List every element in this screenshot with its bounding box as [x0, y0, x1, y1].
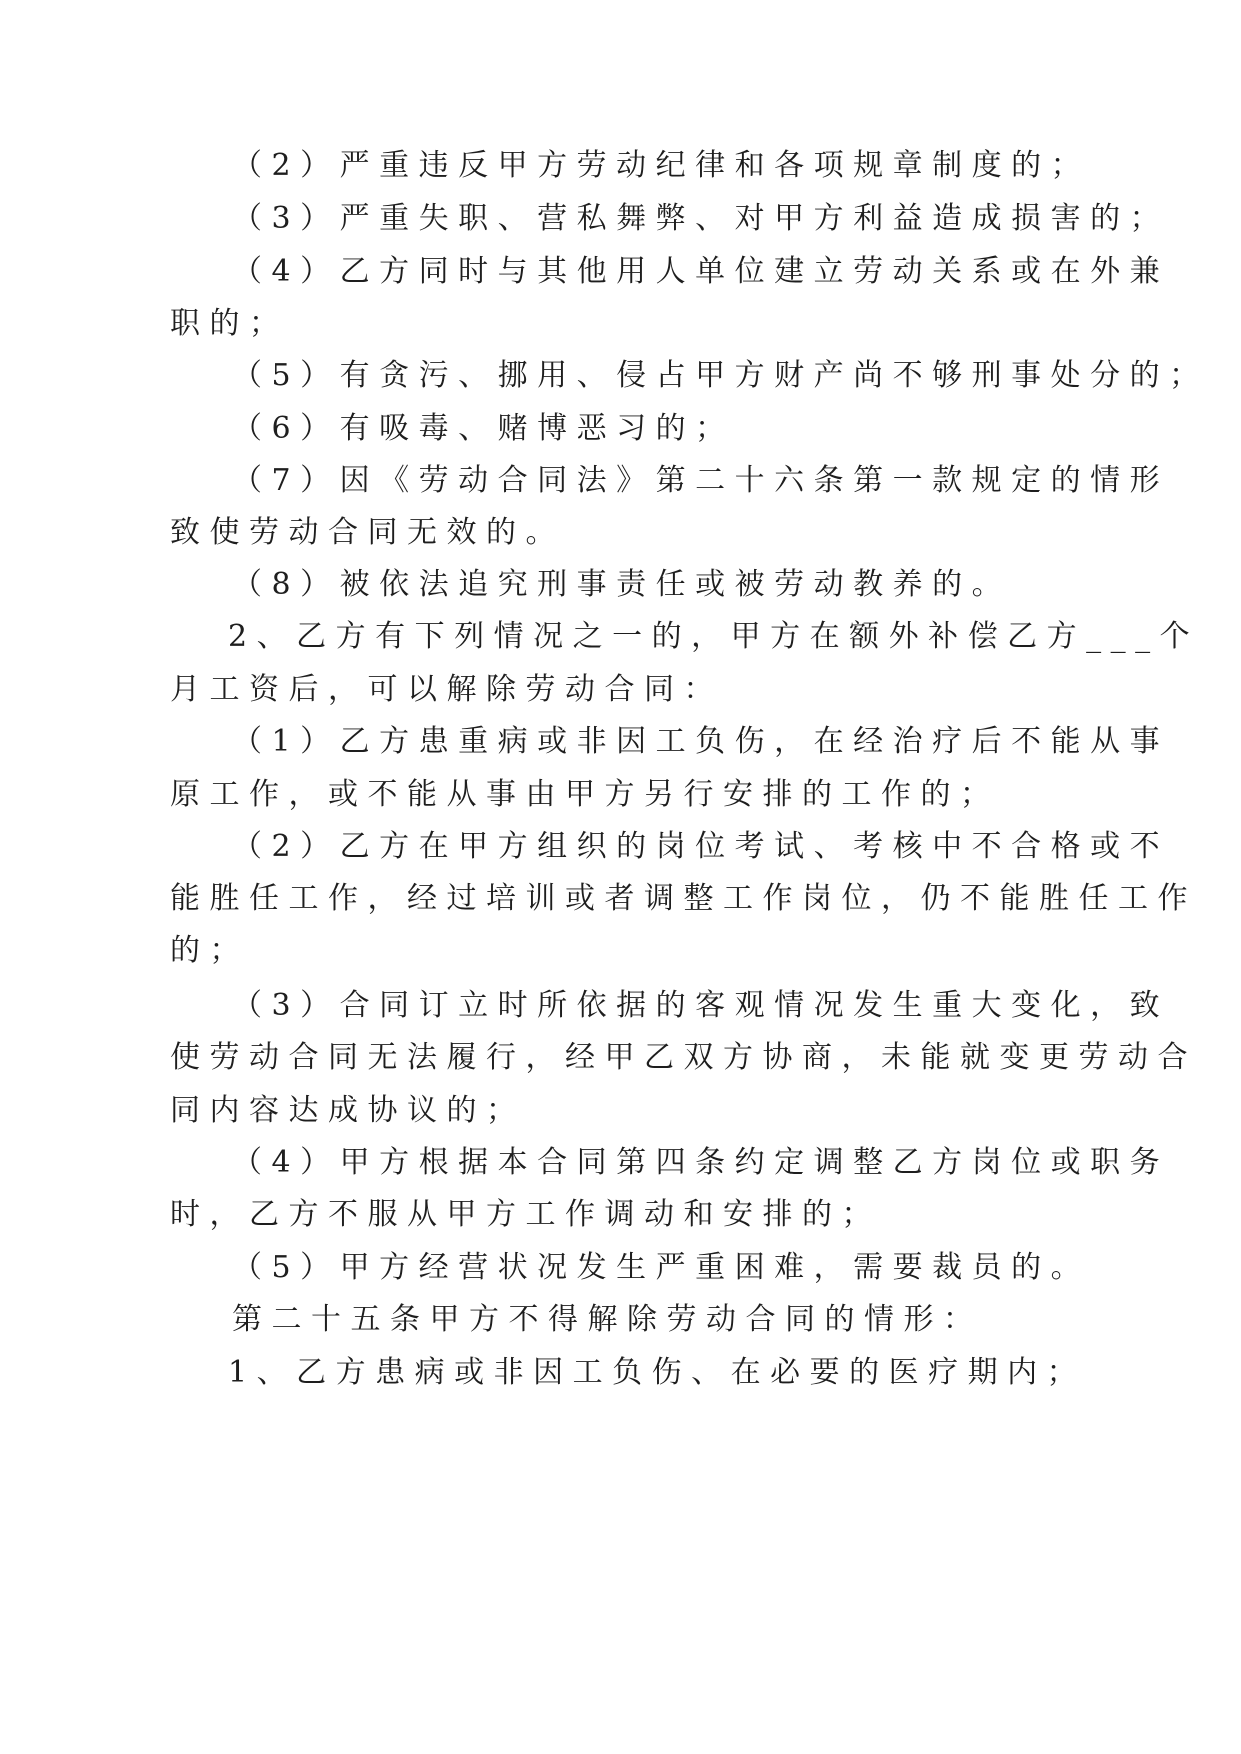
text-line: （4）甲方根据本合同第四条约定调整乙方岗位或职务 [232, 1145, 1170, 1180]
text-line: 同内容达成协议的； [170, 1093, 526, 1128]
text-line: 月工资后，可以解除劳动合同： [170, 672, 723, 707]
text-line: 致使劳动合同无效的。 [170, 515, 565, 550]
text-line: 能胜任工作，经过培训或者调整工作岗位，仍不能胜任工作 [170, 881, 1197, 916]
text-line: 第二十五条甲方不得解除劳动合同的情形： [232, 1302, 983, 1337]
text-line: （7）因《劳动合同法》第二十六条第一款规定的情形 [232, 463, 1170, 498]
text-line: （6）有吸毒、赌博恶习的； [232, 411, 735, 446]
text-line: （5）有贪污、挪用、侵占甲方财产尚不够刑事处分的； [232, 358, 1209, 393]
text-line: 的； [170, 933, 249, 968]
text-line: （8）被依法追究刑事责任或被劳动教养的。 [232, 567, 1012, 602]
text-line: 时，乙方不服从甲方工作调动和安排的； [170, 1197, 881, 1232]
text-line: （4）乙方同时与其他用人单位建立劳动关系或在外兼 [232, 254, 1170, 289]
text-line: （3）严重失职、营私舞弊、对甲方利益造成损害的； [232, 201, 1170, 236]
text-line: （3）合同订立时所依据的客观情况发生重大变化，致 [232, 988, 1170, 1023]
text-line: （2）严重违反甲方劳动纪律和各项规章制度的； [232, 148, 1091, 183]
text-line: （2）乙方在甲方组织的岗位考试、考核中不合格或不 [232, 829, 1170, 864]
text-line: （1）乙方患重病或非因工负伤，在经治疗后不能从事 [232, 724, 1170, 759]
text-line: 使劳动合同无法履行，经甲乙双方协商，未能就变更劳动合 [170, 1040, 1197, 1075]
text-line: 1、乙方患病或非因工负伤、在必要的医疗期内； [228, 1355, 1087, 1390]
text-line: （5）甲方经营状况发生严重困难，需要裁员的。 [232, 1250, 1091, 1285]
text-line: 职的； [170, 306, 289, 341]
text-line: 2、乙方有下列情况之一的，甲方在额外补偿乙方___个 [228, 619, 1200, 654]
text-line: 原工作，或不能从事由甲方另行安排的工作的； [170, 777, 1000, 812]
